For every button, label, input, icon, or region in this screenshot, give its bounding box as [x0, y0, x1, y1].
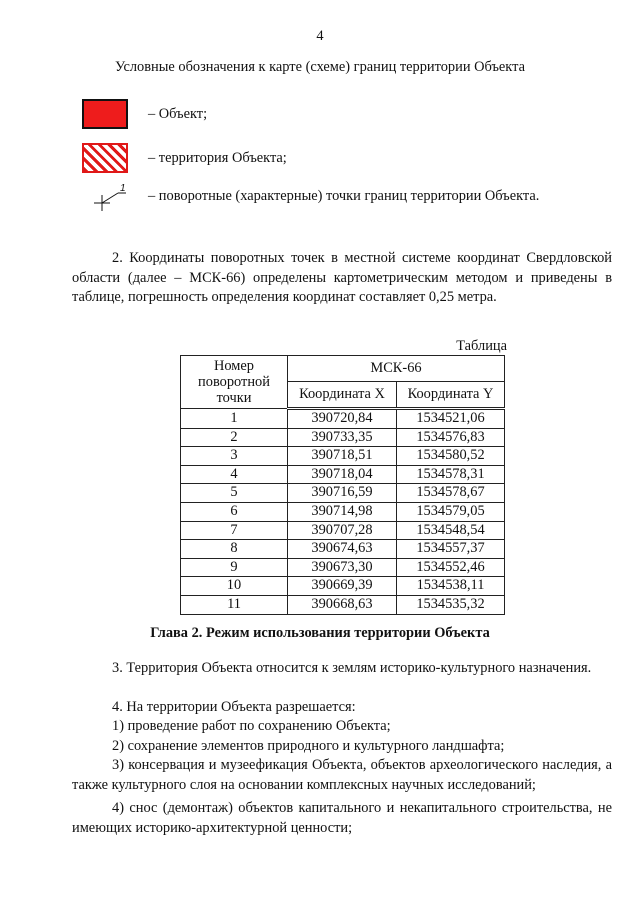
- cell-coord-x: 390673,30: [288, 558, 397, 577]
- header-msk66: МСК-66: [288, 356, 505, 382]
- point-label: 1: [120, 183, 126, 194]
- cell-coord-y: 1534579,05: [397, 502, 505, 521]
- table-row: [181, 502, 505, 521]
- legend-points-label: – поворотные (характерные) точки границ территории Объекта.: [148, 187, 540, 204]
- cell-coord-y: 1534576,83: [397, 428, 505, 447]
- page-title: Условные обозначения к карте (схеме) границ территории Объекта: [115, 59, 525, 75]
- cell-coord-y: 1534548,54: [397, 521, 505, 540]
- cell-point-number: 9: [181, 558, 288, 577]
- cell-coord-x: 390668,63: [288, 595, 397, 614]
- table-row: [181, 577, 505, 596]
- cell-point-number: 8: [181, 540, 288, 559]
- header-coord-y: Координата Y: [397, 381, 505, 408]
- cell-point-number: 6: [181, 502, 288, 521]
- territory-hatch-symbol: [82, 143, 128, 173]
- cell-coord-x: 390674,63: [288, 540, 397, 559]
- list-item-2: 2) сохранение элементов природного и культурного ландшафта;: [112, 738, 505, 754]
- table-row: [181, 558, 505, 577]
- cell-coord-x: 390718,04: [288, 465, 397, 484]
- cell-coord-x: 390718,51: [288, 447, 397, 466]
- cell-point-number: 5: [181, 484, 288, 503]
- cell-coord-x: 390707,28: [288, 521, 397, 540]
- cell-point-number: 4: [181, 465, 288, 484]
- cell-coord-x: 390716,59: [288, 484, 397, 503]
- cell-coord-y: 1534552,46: [397, 558, 505, 577]
- cell-coord-y: 1534538,11: [397, 577, 505, 596]
- cell-coord-x: 390733,35: [288, 428, 397, 447]
- chapter-title: Глава 2. Режим использования территории Объекта: [150, 625, 490, 641]
- list-item-1: 1) проведение работ по сохранению Объекта;: [112, 718, 391, 734]
- table-row: [181, 428, 505, 447]
- cell-coord-y: 1534535,32: [397, 595, 505, 614]
- cell-point-number: 7: [181, 521, 288, 540]
- table-caption: Таблица: [456, 338, 507, 354]
- turning-point-icon: [82, 181, 128, 211]
- cell-coord-y: 1534578,31: [397, 465, 505, 484]
- cell-point-number: 1: [181, 409, 288, 429]
- table-row: [181, 484, 505, 503]
- cell-coord-y: 1534578,67: [397, 484, 505, 503]
- cell-coord-x: 390714,98: [288, 502, 397, 521]
- page-number: 4: [316, 28, 324, 44]
- cell-point-number: 2: [181, 428, 288, 447]
- paragraph-2: 2. Координаты поворотных точек в местной системе координат Свердловской области (далее – МСК-66) определены картометрическим методом и приведены в таблице, погрешность определения координат составляет 0,25 метра.: [72, 250, 612, 305]
- object-symbol: [82, 99, 128, 129]
- table-row: [181, 521, 505, 540]
- legend-territory-label: – территория Объекта;: [148, 149, 287, 166]
- coordinates-table: [180, 355, 505, 615]
- legend-row-territory: [82, 143, 287, 173]
- cell-coord-x: 390720,84: [288, 409, 397, 429]
- header-point-number: Номер поворотной точки: [181, 356, 288, 409]
- cell-coord-y: 1534557,37: [397, 540, 505, 559]
- table-row: [181, 465, 505, 484]
- list-item-4: 4) снос (демонтаж) объектов капитального и некапитального строительства, не имеющих историко-архитектурной ценности;: [72, 800, 612, 836]
- table-row: [181, 595, 505, 614]
- cell-point-number: 11: [181, 595, 288, 614]
- coordinates-table-body: [181, 409, 505, 615]
- table-row: [181, 447, 505, 466]
- legend-object-label: – Объект;: [148, 105, 208, 122]
- cell-point-number: 10: [181, 577, 288, 596]
- cell-coord-y: 1534580,52: [397, 447, 505, 466]
- header-coord-x: Координата X: [288, 381, 397, 408]
- table-row: [181, 409, 505, 429]
- legend-row-object: [82, 99, 207, 129]
- paragraph-4: 4. На территории Объекта разрешается:: [112, 699, 356, 715]
- cell-coord-x: 390669,39: [288, 577, 397, 596]
- cell-point-number: 3: [181, 447, 288, 466]
- turning-point-svg: [82, 181, 128, 215]
- legend-row-points: [82, 181, 539, 211]
- table-row: [181, 540, 505, 559]
- paragraph-3: 3. Территория Объекта относится к землям историко-культурного назначения.: [112, 660, 592, 676]
- cell-coord-y: 1534521,06: [397, 409, 505, 429]
- list-item-3: 3) консервация и музеефикация Объекта, объектов археологического наследия, а также культурного слоя на основании комплексных научных исследований;: [72, 757, 612, 793]
